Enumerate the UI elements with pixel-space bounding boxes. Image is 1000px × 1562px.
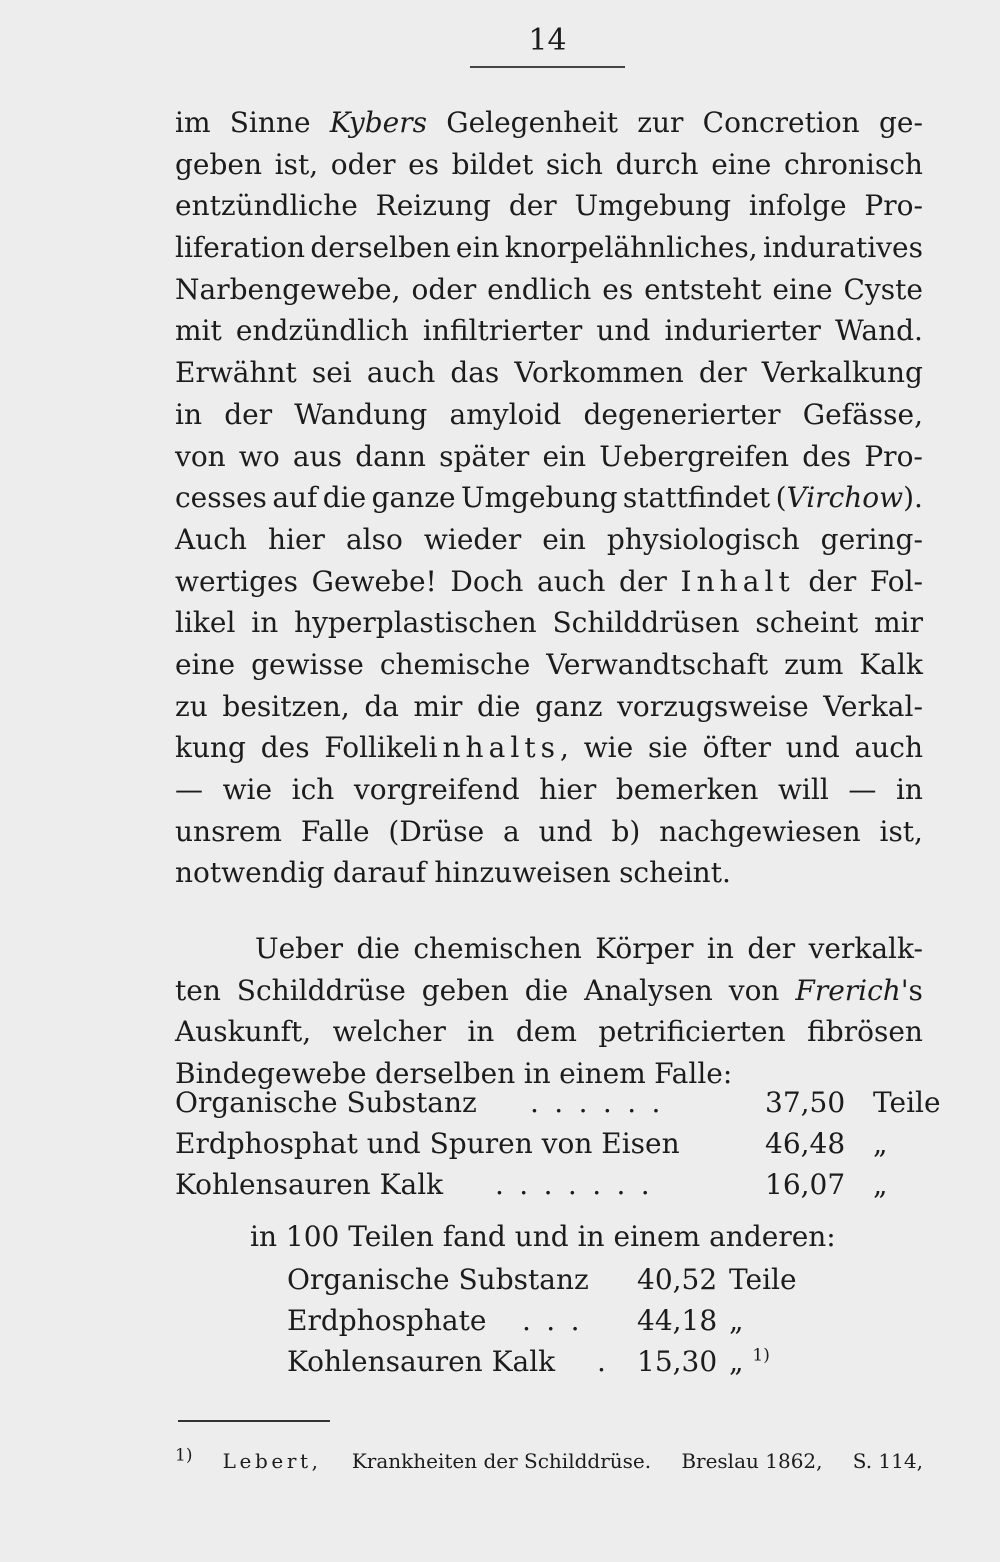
text-line: Auch hier also wieder ein physiologisch gering- [175,522,923,556]
text-line: von wo aus dann später ein Uebergreifen des Pro- [175,439,923,473]
text-line: unsrem Falle (Drüse a und b) nachgewiesen ist, [175,814,923,848]
row-unit: „ $^{1)}$ [729,1345,770,1378]
table-row [175,1164,923,1205]
text-line: kung des Follikelinhalts, wie sie öfter und auch [175,731,923,765]
text-line: zu besitzen, da mir die ganz vorzugsweise Verkal- [175,689,923,723]
analysis-table-2 [287,1259,827,1382]
text-line: likel in hyperplastischen Schilddrüsen scheint mir [175,606,923,640]
spaced-emphasis: inhalts [428,731,561,765]
row-label: Organische Substanz [287,1263,589,1296]
page-number: 14 [528,23,567,58]
text-line: Auskunft, welcher in dem petrificierten fibrösen [175,1015,923,1049]
text-line: Erwähnt sei auch das Vorkommen der Verkalkung [175,356,923,390]
text-line: in der Wandung amyloid degenerierter Gefässe, [175,397,923,431]
footnote-marker: 1) [175,1445,193,1466]
row-value: 15,30 [637,1345,718,1378]
author-name-virchow: Virchow [786,481,904,515]
text-line: liferation derselben ein knorpelähnliches, induratives [175,231,923,265]
table-row [287,1341,827,1382]
text-line: notwendig darauf hinzuweisen scheint. [175,856,731,890]
leader-dots: ... [522,1304,595,1337]
leader-dots: ....... [495,1168,666,1201]
row-unit: „ [729,1304,744,1337]
leader-dots: . [597,1345,622,1378]
footnote-title: Krankheiten der Schilddrüse. [351,1449,652,1473]
row-value: 37,50 [765,1086,846,1119]
row-label: Kohlensauren Kalk [287,1345,556,1378]
table-row [287,1259,827,1300]
text-line: Narbengewebe, oder endlich es entsteht eine Cyste [175,272,923,306]
row-value: 44,18 [637,1304,718,1337]
row-label: Organische Substanz [175,1086,477,1119]
text-line: geben ist, oder es bildet sich durch eine chronisch [175,147,923,181]
row-unit: „ [873,1168,888,1201]
row-unit: Teile [873,1086,941,1119]
row-label: Kohlensauren Kalk [175,1168,444,1201]
text-line: in 100 Teilen fand und in einem anderen: [250,1220,836,1253]
author-name-kyber: Kybers [329,106,427,139]
table-row [175,1123,923,1164]
text-line: Ueber die chemischen Körper in der verkalk- [255,932,923,966]
footnote-reference: 1) [752,1345,770,1366]
row-unit: Teile [729,1263,797,1296]
spaced-emphasis: Inhalt [680,564,795,598]
footnote-page: S. 114, [852,1449,923,1473]
text-line: cesses auf die ganze Umgebung stattfindet (Virchow). [175,481,923,515]
leader-dots: ...... [530,1086,676,1119]
text-line: wertiges Gewebe! Doch auch der Inhalt der Fol- [175,561,923,603]
body-text [175,102,923,1095]
footnote-author: Lebert, [222,1449,322,1473]
row-label: Erdphosphate [287,1304,487,1337]
paragraph-gap [175,894,923,928]
text-line: im Sinne Kybers Gelegenheit zur Concretion ge- [175,102,923,144]
footnote-place: Breslau 1862, [681,1449,823,1473]
row-unit: „ [873,1127,888,1160]
text-line: Bindegewebe derselben in einem Falle: [175,1057,733,1091]
row-value: 46,48 [765,1127,846,1160]
row-value: 40,52 [637,1263,718,1296]
footnote-rule [178,1420,330,1422]
text-line: — wie ich vorgreifend hier bemerken will — in [175,773,923,806]
header-rule [470,66,625,68]
analysis-table-1 [175,1082,941,1205]
text-line: mit endzündlich infiltrierter und indurierter Wand. [175,314,923,348]
author-name-frerich: Frerich [795,973,901,1007]
row-label: Erdphosphat und Spuren von Eisen [175,1127,680,1160]
text-line: eine gewisse chemische Verwandtschaft zum Kalk [175,647,923,681]
table-row [287,1300,827,1341]
text-line: ten Schilddrüse geben die Analysen von Frerich's [175,973,923,1007]
table-row [175,1082,941,1123]
footnote [175,1446,923,1476]
text-line: entzündliche Reizung der Umgebung infolge Pro- [175,189,923,223]
row-value: 16,07 [765,1168,846,1201]
